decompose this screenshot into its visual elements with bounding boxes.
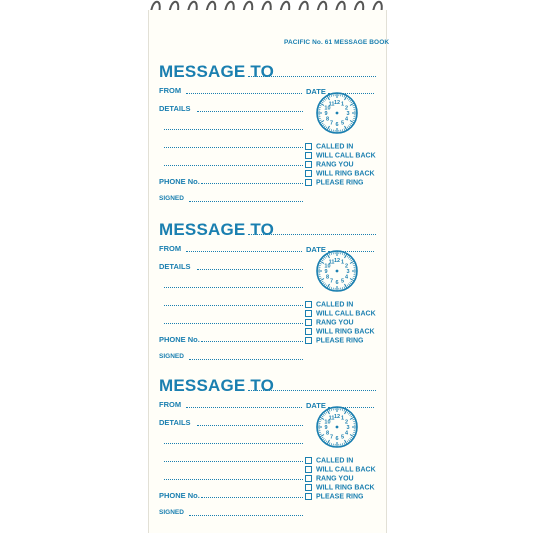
clock-tick	[350, 282, 352, 284]
checkbox-icon	[305, 152, 312, 159]
date-label: DATE	[306, 87, 326, 96]
clock-tick	[351, 281, 353, 283]
clock-tick	[348, 98, 350, 100]
checkbox-icon	[305, 466, 312, 473]
clock-center	[336, 426, 339, 429]
clock-number: 6	[335, 122, 339, 128]
clock-tick	[345, 96, 348, 100]
message-slip-1	[156, 62, 381, 212]
date-label: DATE	[306, 245, 326, 254]
clock-number: 1	[340, 259, 345, 266]
clock-tick	[324, 284, 326, 286]
checkbox-icon	[305, 457, 312, 464]
clock-tick	[351, 415, 353, 417]
clock-tick	[324, 440, 326, 442]
clock-tick	[322, 438, 324, 440]
clock-number: 7	[329, 278, 334, 285]
details-line-2[interactable]	[164, 287, 303, 288]
clock-number: 8	[325, 430, 330, 437]
from-label: FROM	[159, 244, 182, 253]
checkbox-icon	[305, 493, 312, 500]
clock-number: 8	[325, 274, 330, 281]
checkbox-icon	[305, 310, 312, 317]
details-line-1[interactable]	[197, 425, 303, 426]
clock-tick	[347, 285, 349, 287]
phone-line[interactable]	[201, 341, 303, 342]
clock-tick	[350, 103, 354, 106]
clock-tick	[345, 254, 348, 258]
option-will-ring-back[interactable]: WILL RING BACK	[305, 484, 375, 491]
clock-number: 4	[344, 430, 349, 437]
checkbox-icon	[305, 143, 312, 150]
clock-tick	[322, 100, 324, 102]
clock-tick	[350, 124, 352, 126]
clock-tick	[347, 411, 349, 413]
checkbox-icon	[305, 328, 312, 335]
clock-tick	[320, 261, 324, 264]
clock-number: 3	[346, 111, 350, 117]
clock-face-icon[interactable]	[314, 90, 360, 136]
phone-label: PHONE No.	[159, 177, 200, 186]
clock-tick	[320, 121, 324, 124]
clock-number: 9	[324, 111, 328, 117]
details-line-2[interactable]	[164, 129, 303, 130]
clock-tick	[348, 440, 350, 442]
details-line-1[interactable]	[197, 111, 303, 112]
option-please-ring[interactable]: PLEASE RING	[305, 179, 363, 186]
checkbox-icon	[305, 170, 312, 177]
message-to-label: MESSAGE TO	[159, 376, 275, 395]
clock-tick	[350, 258, 352, 260]
clock-tick	[327, 410, 330, 414]
phone-label: PHONE No.	[159, 491, 200, 500]
clock-tick	[327, 440, 330, 444]
clock-number: 5	[340, 120, 345, 127]
clock-tick	[320, 103, 324, 106]
clock-tick	[348, 284, 350, 286]
clock-number: 11	[328, 259, 335, 266]
phone-line[interactable]	[201, 497, 303, 498]
clock-tick	[351, 123, 353, 125]
clock-tick	[350, 414, 352, 416]
from-label: FROM	[159, 86, 182, 95]
option-please-ring[interactable]: PLEASE RING	[305, 337, 363, 344]
clock-center	[336, 112, 339, 115]
option-rang-you[interactable]: RANG YOU	[305, 161, 354, 168]
signed-line[interactable]	[189, 515, 303, 516]
details-label: DETAILS	[159, 104, 191, 113]
clock-tick	[321, 259, 323, 261]
clock-tick	[322, 282, 324, 284]
clock-tick	[347, 127, 349, 129]
clock-number: 8	[325, 116, 330, 123]
clock-number: 2	[344, 263, 349, 270]
clock-tick	[321, 123, 323, 125]
clock-tick	[350, 417, 354, 420]
checkbox-icon	[305, 161, 312, 168]
clock-tick	[320, 279, 324, 282]
clock-tick	[345, 440, 348, 444]
clock-number: 4	[344, 116, 349, 123]
clock-tick	[325, 411, 327, 413]
clock-number: 11	[328, 415, 335, 422]
details-line-4[interactable]	[164, 165, 303, 166]
clock-tick	[350, 100, 352, 102]
clock-tick	[324, 126, 326, 128]
clock-face-icon[interactable]	[314, 404, 360, 450]
details-line-3[interactable]	[164, 147, 303, 148]
clock-tick	[350, 261, 354, 264]
message-slip-2	[156, 220, 381, 370]
clock-tick	[321, 281, 323, 283]
clock-tick	[351, 259, 353, 261]
clock-tick	[348, 256, 350, 258]
clock-number: 5	[340, 278, 345, 285]
clock-center	[336, 270, 339, 273]
option-called-in[interactable]: CALLED IN	[305, 143, 353, 150]
clock-tick	[351, 101, 353, 103]
checkbox-icon	[305, 319, 312, 326]
message-to-label: MESSAGE TO	[159, 62, 275, 81]
clock-number: 10	[324, 263, 331, 270]
clock-number: 12	[333, 258, 341, 264]
checkbox-icon	[305, 475, 312, 482]
details-label: DETAILS	[159, 418, 191, 427]
clock-tick	[320, 435, 324, 438]
option-called-in[interactable]: CALLED IN	[305, 301, 353, 308]
option-will-call-back[interactable]: WILL CALL BACK	[305, 466, 376, 473]
clock-tick	[324, 412, 326, 414]
clock-number: 1	[340, 415, 345, 422]
clock-tick	[321, 437, 323, 439]
details-line-2[interactable]	[164, 443, 303, 444]
option-will-call-back[interactable]: WILL CALL BACK	[305, 152, 376, 159]
clock-tick	[325, 441, 327, 443]
clock-tick	[351, 437, 353, 439]
clock-number: 3	[346, 269, 350, 275]
details-line-1[interactable]	[197, 269, 303, 270]
clock-tick	[321, 415, 323, 417]
clock-tick	[350, 435, 354, 438]
option-will-ring-back[interactable]: WILL RING BACK	[305, 328, 375, 335]
clock-tick	[350, 279, 354, 282]
clock-number: 10	[324, 419, 331, 426]
clock-tick	[322, 124, 324, 126]
from-line[interactable]	[186, 93, 302, 94]
option-rang-you[interactable]: RANG YOU	[305, 319, 354, 326]
clock-tick	[327, 96, 330, 100]
clock-number: 7	[329, 120, 334, 127]
option-will-call-back[interactable]: WILL CALL BACK	[305, 310, 376, 317]
details-line-4[interactable]	[164, 323, 303, 324]
checkbox-icon	[305, 337, 312, 344]
clock-tick	[320, 417, 324, 420]
clock-number: 12	[333, 414, 341, 420]
option-rang-you[interactable]: RANG YOU	[305, 475, 354, 482]
from-label: FROM	[159, 400, 182, 409]
clock-tick	[345, 284, 348, 288]
clock-tick	[324, 98, 326, 100]
clock-tick	[327, 254, 330, 258]
option-will-ring-back[interactable]: WILL RING BACK	[305, 170, 375, 177]
clock-number: 2	[344, 419, 349, 426]
clock-number: 3	[346, 425, 350, 431]
clock-number: 7	[329, 434, 334, 441]
clock-tick	[325, 97, 327, 99]
clock-number: 10	[324, 105, 331, 112]
clock-number: 11	[328, 101, 335, 108]
clock-tick	[347, 441, 349, 443]
clock-tick	[324, 256, 326, 258]
clock-tick	[325, 127, 327, 129]
date-label: DATE	[306, 401, 326, 410]
clock-tick	[322, 258, 324, 260]
signed-line[interactable]	[189, 201, 303, 202]
clock-tick	[348, 412, 350, 414]
phone-label: PHONE No.	[159, 335, 200, 344]
clock-number: 12	[333, 100, 341, 106]
clock-number: 6	[335, 436, 339, 442]
checkbox-icon	[305, 179, 312, 186]
from-line[interactable]	[186, 407, 302, 408]
signed-label: SIGNED	[159, 509, 184, 516]
clock-number: 1	[340, 101, 345, 108]
signed-label: SIGNED	[159, 195, 184, 202]
clock-tick	[347, 255, 349, 257]
clock-face-icon[interactable]	[314, 248, 360, 294]
phone-line[interactable]	[201, 183, 303, 184]
clock-tick	[322, 414, 324, 416]
message-to-line[interactable]	[248, 390, 376, 391]
clock-tick	[325, 285, 327, 287]
clock-tick	[327, 284, 330, 288]
clock-number: 4	[344, 274, 349, 281]
clock-tick	[321, 101, 323, 103]
message-to-line[interactable]	[248, 234, 376, 235]
message-to-line[interactable]	[248, 76, 376, 77]
clock-tick	[345, 410, 348, 414]
details-label: DETAILS	[159, 262, 191, 271]
from-line[interactable]	[186, 251, 302, 252]
checkbox-icon	[305, 484, 312, 491]
clock-tick	[325, 255, 327, 257]
clock-number: 2	[344, 105, 349, 112]
clock-number: 6	[335, 280, 339, 286]
book-brand: PACIFIC No. 61 MESSAGE BOOK	[284, 39, 390, 46]
message-to-label: MESSAGE TO	[159, 220, 275, 239]
clock-number: 9	[324, 425, 328, 431]
clock-tick	[350, 438, 352, 440]
option-called-in[interactable]: CALLED IN	[305, 457, 353, 464]
signed-line[interactable]	[189, 359, 303, 360]
details-line-4[interactable]	[164, 479, 303, 480]
checkbox-icon	[305, 301, 312, 308]
details-line-3[interactable]	[164, 461, 303, 462]
clock-tick	[327, 126, 330, 130]
clock-tick	[350, 121, 354, 124]
message-slip-3	[156, 376, 381, 526]
option-please-ring[interactable]: PLEASE RING	[305, 493, 363, 500]
clock-number: 5	[340, 434, 345, 441]
signed-label: SIGNED	[159, 353, 184, 360]
clock-number: 9	[324, 269, 328, 275]
details-line-3[interactable]	[164, 305, 303, 306]
clock-tick	[345, 126, 348, 130]
clock-tick	[347, 97, 349, 99]
clock-tick	[348, 126, 350, 128]
